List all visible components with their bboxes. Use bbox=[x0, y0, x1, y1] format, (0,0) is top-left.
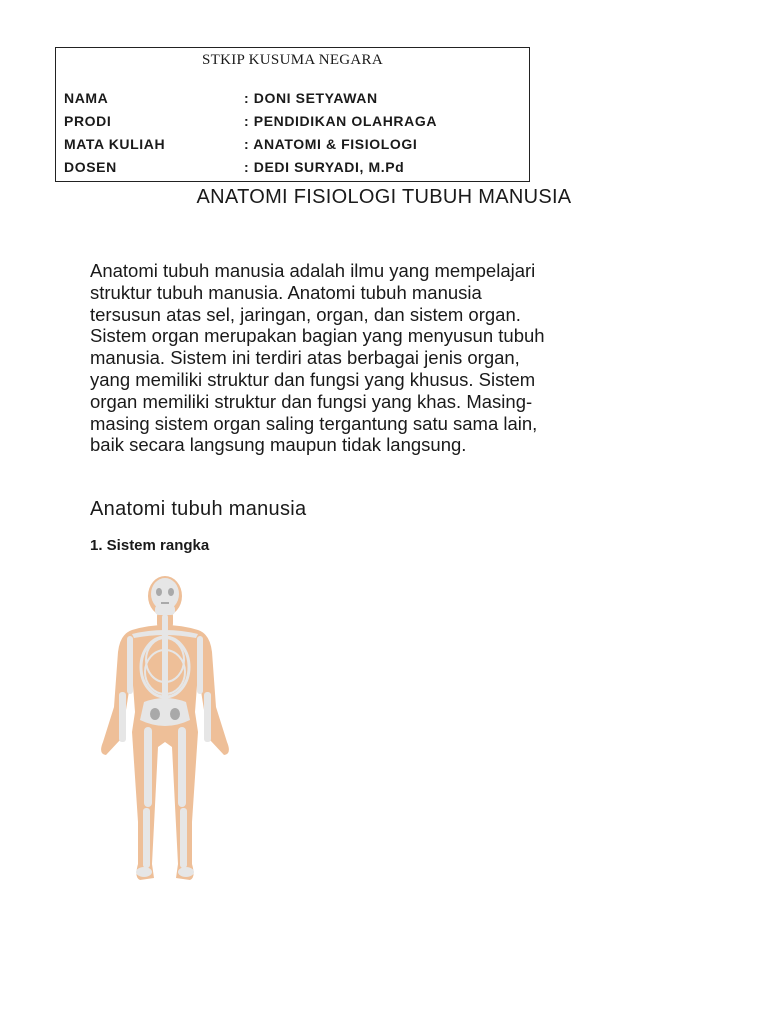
intro-line: tersusun atas sel, jaringan, organ, dan sistem organ. bbox=[90, 303, 521, 325]
info-label: DOSEN bbox=[64, 159, 117, 175]
header-box bbox=[55, 47, 530, 182]
info-value: : DEDI SURYADI, M.Pd bbox=[244, 159, 405, 175]
intro-line: masing sistem organ saling tergantung satu sama lain, bbox=[90, 412, 538, 434]
institution-name: STKIP KUSUMA NEGARA bbox=[202, 52, 383, 68]
info-value: : PENDIDIKAN OLAHRAGA bbox=[244, 113, 438, 129]
intro-line: manusia. Sistem ini terdiri atas berbagai jenis organ, bbox=[90, 347, 520, 369]
intro-line: baik secara langsung maupun tidak langsung. bbox=[90, 434, 467, 456]
intro-line: struktur tubuh manusia. Anatomi tubuh manusia bbox=[90, 281, 482, 303]
info-label: PRODI bbox=[64, 113, 112, 129]
intro-line: Anatomi tubuh manusia adalah ilmu yang mempelajari bbox=[90, 260, 536, 281]
intro-line: organ memiliki struktur dan fungsi yang khas. Masing- bbox=[90, 390, 533, 412]
skeleton-illustration bbox=[92, 572, 242, 892]
subsection-heading: 1. Sistem rangka bbox=[90, 537, 210, 554]
intro-line: yang memiliki struktur dan fungsi yang khusus. Sistem bbox=[90, 368, 536, 390]
info-label: MATA KULIAH bbox=[64, 136, 166, 152]
info-value: : ANATOMI & FISIOLOGI bbox=[244, 136, 418, 152]
document-title: ANATOMI FISIOLOGI TUBUH MANUSIA bbox=[196, 186, 572, 208]
info-value: : DONI SETYAWAN bbox=[244, 90, 378, 106]
intro-line: Sistem organ merupakan bagian yang menyusun tubuh bbox=[90, 325, 545, 347]
section-heading: Anatomi tubuh manusia bbox=[90, 498, 307, 520]
intro-paragraph bbox=[90, 260, 680, 456]
info-label: NAMA bbox=[64, 90, 109, 106]
